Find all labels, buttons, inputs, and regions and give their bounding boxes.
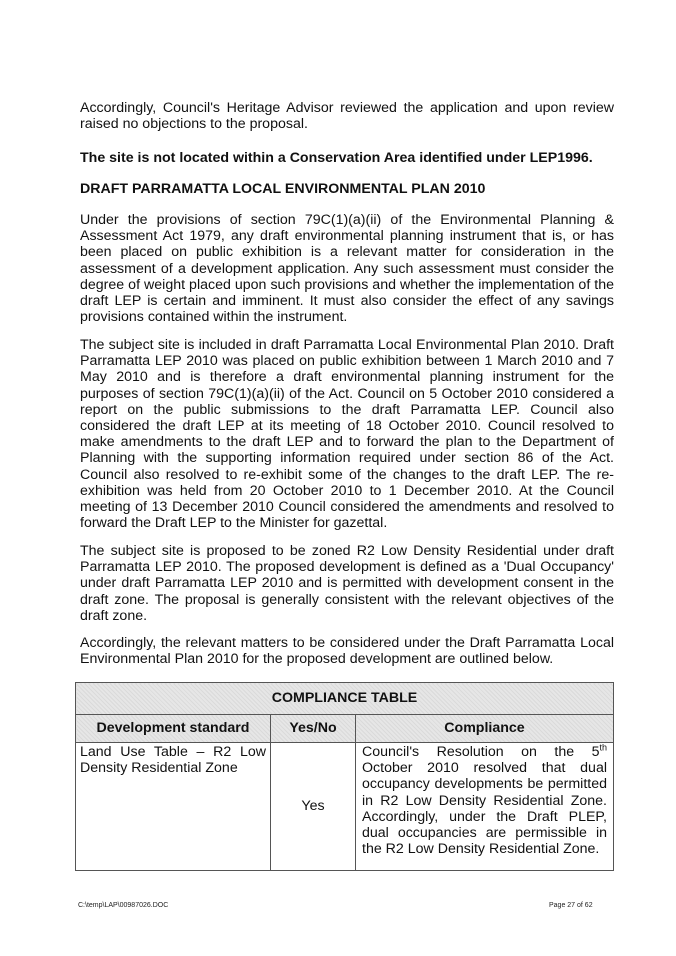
cell-yes-no: Yes bbox=[271, 743, 356, 871]
paragraph-conservation-area: The site is not located within a Conservation Area identified under LEP1996. bbox=[80, 150, 593, 166]
compliance-text-rest: October 2010 resolved that dual occupancy developments be permitted in R2 Low Density Residential Zone. Accordingly, under the Draft PLEP, dual occupancies are permissible in the R2 Low Density Residential Zone. bbox=[362, 760, 607, 858]
column-header-development-standard: Development standard bbox=[76, 715, 271, 743]
cell-compliance bbox=[356, 743, 614, 871]
section-heading: DRAFT PARRAMATTA LOCAL ENVIRONMENTAL PLAN 2010 bbox=[80, 181, 486, 197]
compliance-table-title: COMPLIANCE TABLE bbox=[76, 683, 614, 715]
footer-page-number: Page 27 of 62 bbox=[549, 902, 593, 909]
footer-file-path: C:\temp\LAP\00987026.DOC bbox=[78, 902, 169, 909]
paragraph-subject-site-draft-lep: The subject site is included in draft Parramatta Local Environmental Plan 2010. Draft Parramatta LEP 2010 was placed on public exhibition between 1 March 2010 and 7 May 2010 and is therefore a draft environmental planning instrument for the purposes of section 79C(1)(a)(ii) of the Act. Council on 5 October 2010 considered a report on the public submissions to the draft Parramatta LEP. Council also considered the draft LEP at its meeting of 18 October 2010. Council resolved to make amendments to the draft LEP and to forward the plan to the Department of Planning with the supporting information required under section 86 of the Act. Council also resolved to re-exhibit some of the changes to the draft LEP. The re-exhibition was held from 20 October 2010 to 1 December 2010. At the Council meeting of 13 December 2010 Council considered the amendments and resolved to forward the Draft LEP to the Minister for gazettal. bbox=[80, 337, 614, 532]
paragraph-provisions: Under the provisions of section 79C(1)(a)(ii) of the Environmental Planning & Assessment Act 1979, any draft environmental planning instrument that is, or has been placed on public exhibition is a relevant matter for consideration in the assessment of a development application. Any such assessment must consider the degree of weight placed upon such provisions and whether the implementation of the draft LEP is certain and imminent. It must also consider the effect of any savings provisions contained within the instrument. bbox=[80, 212, 614, 326]
compliance-text-start: Council's Resolution on the 5 bbox=[362, 744, 600, 760]
cell-development-standard: Land Use Table – R2 Low Density Residential Zone bbox=[76, 743, 271, 871]
ordinal-suffix: th bbox=[599, 742, 607, 753]
paragraph-zoning: The subject site is proposed to be zoned R2 Low Density Residential under draft Parramatta LEP 2010. The proposed development is defined as a 'Dual Occupancy' under draft Parramatta LEP 2010 and is permitted with development consent in the draft zone. The proposal is generally consistent with the relevant objectives of the draft zone. bbox=[80, 543, 614, 624]
column-header-yes-no: Yes/No bbox=[271, 715, 356, 743]
paragraph-heritage-advisor: Accordingly, Council's Heritage Advisor reviewed the application and upon review raised no objections to the proposal. bbox=[80, 100, 614, 133]
column-header-compliance: Compliance bbox=[356, 715, 614, 743]
compliance-table bbox=[75, 682, 614, 871]
paragraph-relevant-matters: Accordingly, the relevant matters to be considered under the Draft Parramatta Local Environmental Plan 2010 for the proposed development are outlined below. bbox=[80, 635, 614, 668]
table-row bbox=[76, 743, 614, 871]
